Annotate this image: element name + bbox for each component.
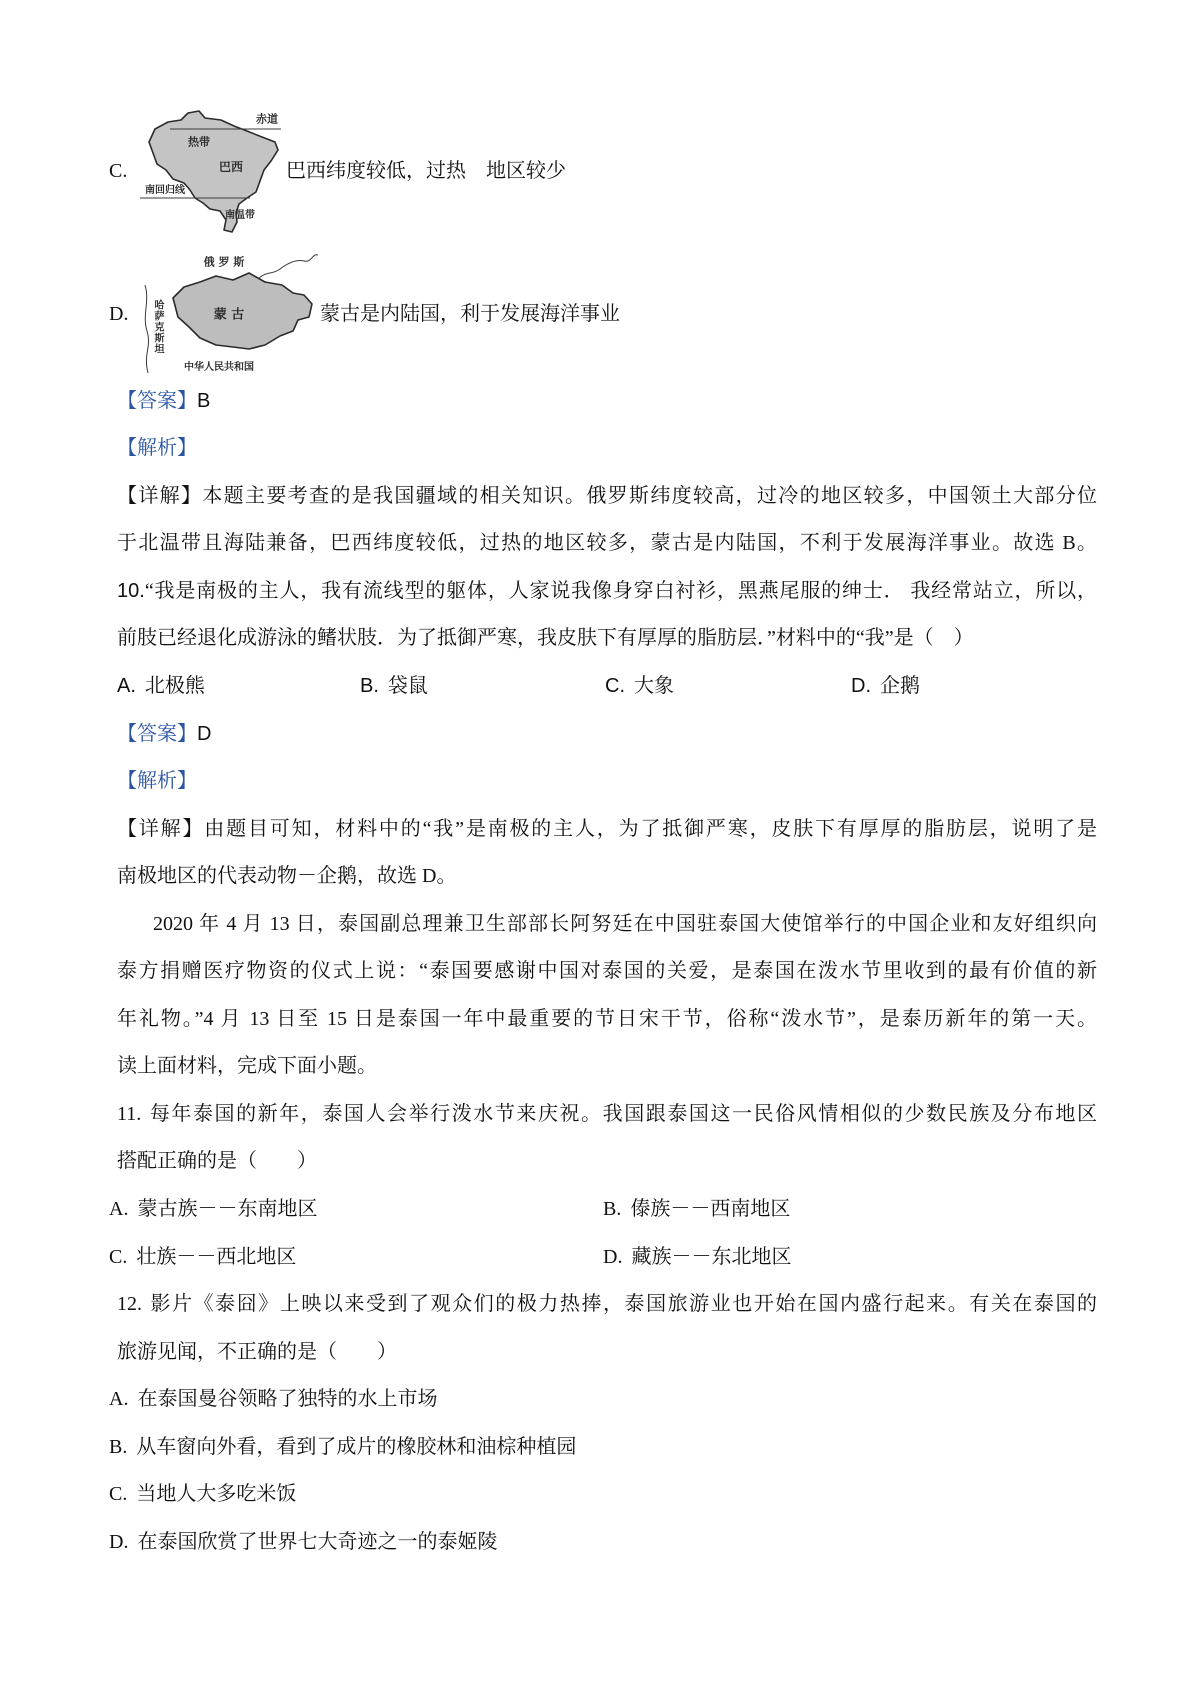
option-c — [605, 663, 674, 711]
question-12-option-d — [0, 1519, 1200, 1567]
brazil-map-drawing — [140, 109, 281, 235]
analysis-label: 【解析】 — [117, 437, 197, 460]
north-country-label: 俄 罗 斯 — [203, 255, 245, 269]
question-number: 10. — [117, 579, 145, 602]
question-12-stem — [0, 1329, 1200, 1377]
question-12-stem — [0, 1281, 1200, 1329]
question-11-options — [0, 1186, 1200, 1234]
option-text: 傣族－－西南地区 — [630, 1197, 791, 1220]
option-letter: B. — [109, 1435, 128, 1458]
option-d — [851, 663, 920, 711]
option-letter: B. — [603, 1197, 622, 1220]
answer-line — [0, 711, 1200, 759]
question-text: 搭配正确的是（ ） — [117, 1150, 317, 1173]
detail-line — [0, 806, 1200, 854]
option-letter: A. — [109, 1388, 129, 1411]
analysis-line — [0, 425, 1200, 473]
option-letter: C. — [109, 1483, 128, 1506]
option-text: 巴西纬度较低，过热 地区较少 — [286, 160, 566, 182]
option-text: 企鹅 — [880, 674, 920, 697]
option-text: 蒙古是内陆国，利于发展海洋事业 — [320, 303, 620, 325]
question-12-option-c — [0, 1471, 1200, 1519]
brazil-map — [140, 109, 281, 235]
option-letter: C. — [109, 1245, 128, 1268]
option-letter: D. — [603, 1245, 623, 1268]
detail-line — [0, 520, 1200, 568]
option-a — [117, 663, 205, 711]
answer-value: D — [197, 722, 212, 745]
option-b — [603, 1186, 790, 1234]
option-text: 蒙古族－－东南地区 — [137, 1197, 318, 1220]
option-letter: A. — [117, 674, 136, 697]
option-text: 在泰国欣赏了世界七大奇迹之一的泰姬陵 — [137, 1530, 498, 1553]
detail-text: 南极地区的代表动物－企鹅，故选 D。 — [117, 865, 457, 888]
material-text: 年礼物。”4 月 13 日至 15 日是泰国一年中最重要的节日宋干节，俗称“泼水节”，是泰历新年的第一天。 — [117, 1007, 1097, 1030]
question-10-options — [0, 663, 1200, 711]
detail-text: 【详解】本题主要考查的是我国疆域的相关知识。俄罗斯纬度较高，过冷的地区较多，中国领土大部分位 — [117, 484, 1097, 507]
detail-line — [0, 473, 1200, 521]
option-letter: C. — [605, 674, 625, 697]
analysis-label: 【解析】 — [117, 770, 197, 793]
material-text: 泰方捐赠医疗物资的仪式上说：“泰国要感谢中国对泰国的关爱，是泰国在泼水节里收到的最有价值的新 — [117, 960, 1097, 983]
question-text: 影片《泰囧》上映以来受到了观众们的极力热捧，泰国旅游业也开始在国内盛行起来。有关在泰国的 — [149, 1293, 1097, 1316]
country-label: 蒙 古 — [213, 307, 245, 323]
west-border-line — [145, 285, 149, 373]
option-b — [360, 663, 428, 711]
option-c — [109, 1234, 296, 1282]
mongolia-map — [140, 249, 319, 376]
option-a — [109, 1186, 317, 1234]
answer-value: B — [197, 389, 211, 412]
document-body — [0, 378, 1200, 1567]
south-temperate-label: 南温带 — [225, 210, 255, 221]
option-letter: D. — [109, 1530, 129, 1553]
question-text: 每年泰国的新年，泰国人会举行泼水节来庆祝。我国跟泰国这一民俗风情相似的少数民族及分布地区 — [148, 1102, 1097, 1125]
question-11-stem — [0, 1091, 1200, 1139]
country-label: 巴西 — [218, 160, 244, 174]
answer-line — [0, 378, 1200, 426]
option-text: 藏族－－东北地区 — [631, 1245, 792, 1268]
option-text: 从车窗向外看，看到了成片的橡胶林和油棕种植园 — [136, 1435, 577, 1458]
question-11-stem — [0, 1138, 1200, 1186]
option-text: 当地人大多吃米饭 — [136, 1483, 297, 1506]
option-text: 北极熊 — [144, 674, 205, 697]
question-text: 旅游见闻，不正确的是（ ） — [117, 1340, 397, 1363]
question-text: 前肢已经退化成游泳的鳍状肢．为了抵御严寒，我皮肤下有厚厚的脂肪层．”材料中的“我”是（ ） — [117, 627, 974, 650]
material-line — [0, 1043, 1200, 1091]
option-text: 壮族－－西北地区 — [136, 1245, 297, 1268]
question-10-stem — [0, 568, 1200, 616]
material-line — [0, 996, 1200, 1044]
detail-line — [0, 853, 1200, 901]
tropical-zone-label: 热带 — [188, 135, 210, 149]
option-text: 袋鼠 — [387, 674, 428, 697]
option-letter: D. — [109, 303, 129, 325]
option-text: 在泰国曼谷领略了独特的水上市场 — [137, 1388, 438, 1411]
detail-text: 【详解】由题目可知，材料中的“我”是南极的主人，为了抵御严寒，皮肤下有厚厚的脂肪层，说明了是 — [117, 817, 1097, 840]
detail-text: 于北温带且海陆兼备，巴西纬度较低，过热的地区较多，蒙古是内陆国，不利于发展海洋事业。故选 B。 — [117, 532, 1097, 555]
option-letter: B. — [360, 674, 379, 697]
question-text: “我是南极的主人，我有流线型的躯体，人家说我像身穿白衬衫，黑燕尾服的绅士． 我经常站立，所以， — [144, 579, 1097, 602]
option-d — [603, 1234, 791, 1282]
equator-label: 赤道 — [256, 112, 278, 126]
north-border-line — [258, 255, 318, 279]
question-12-option-a — [0, 1376, 1200, 1424]
question-number: 12. — [117, 1293, 142, 1316]
tropic-line-label: 南回归线 — [145, 185, 185, 196]
answer-label: 【答案】 — [117, 722, 197, 745]
material-text: 读上面材料，完成下面小题。 — [117, 1055, 377, 1078]
question-10-stem — [0, 615, 1200, 663]
option-letter: C. — [109, 160, 128, 182]
option-letter: A. — [109, 1197, 129, 1220]
material-text: 2020 年 4 月 13 日，泰国副总理兼卫生部部长阿努廷在中国驻泰国大使馆举行的中国企业和友好组织向 — [153, 912, 1097, 935]
answer-label: 【答案】 — [117, 389, 197, 412]
material-line — [0, 948, 1200, 996]
west-country-label: 哈萨克斯坦 — [152, 299, 163, 355]
south-country-label: 中华人民共和国 — [184, 362, 254, 373]
question-11-options — [0, 1234, 1200, 1282]
option-letter: D. — [851, 674, 871, 697]
question-12-option-b — [0, 1424, 1200, 1472]
question-number: 11. — [117, 1102, 142, 1125]
analysis-line — [0, 758, 1200, 806]
option-text: 大象 — [634, 674, 674, 697]
material-line — [0, 901, 1200, 949]
